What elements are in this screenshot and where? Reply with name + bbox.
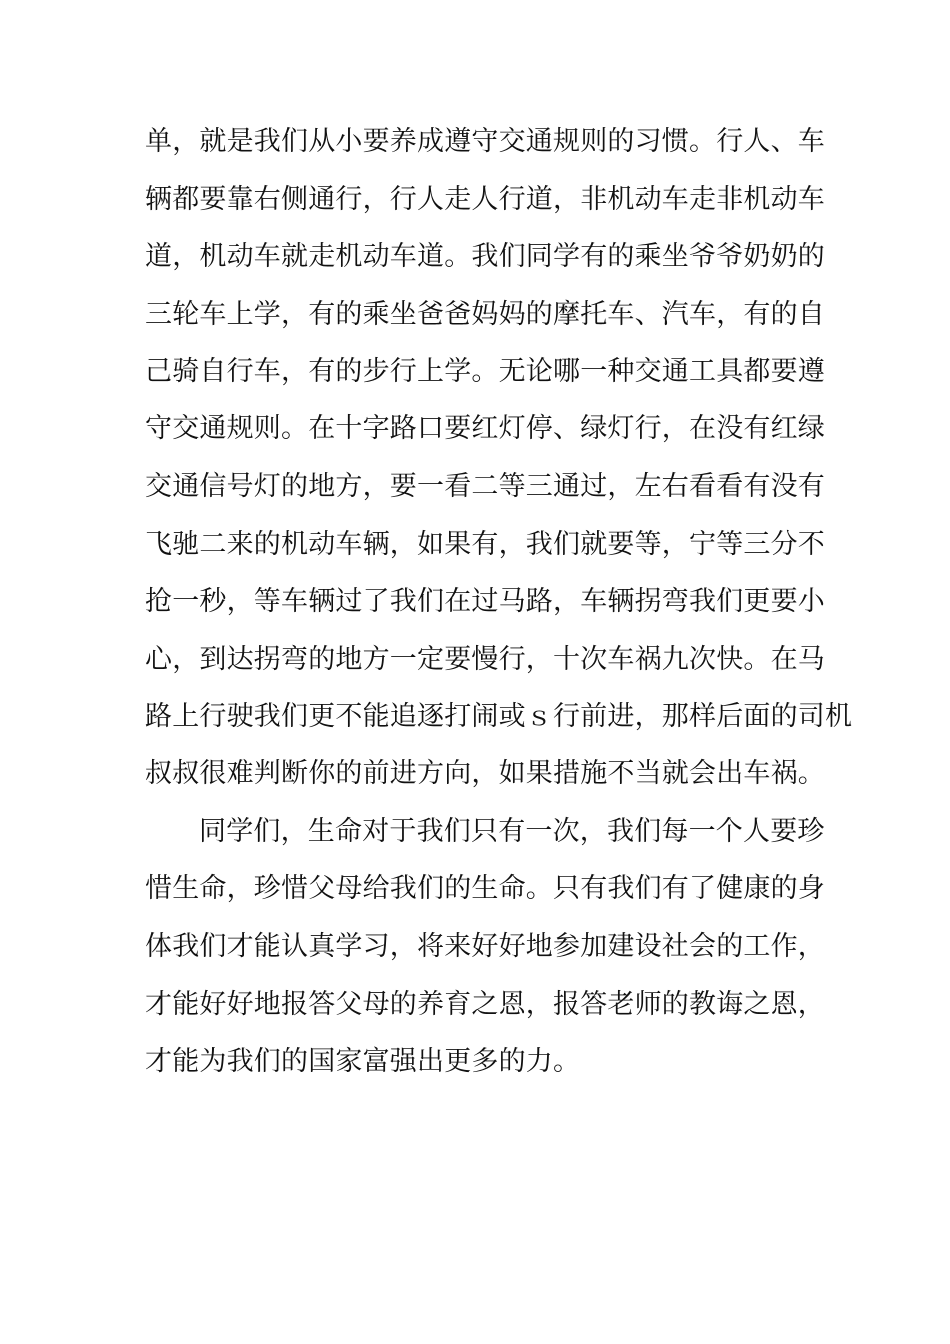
text-line: 飞驰二来的机动车辆，如果有，我们就要等，宁等三分不 (145, 529, 825, 560)
text-line: 同学们，生命对于我们只有一次，我们每一个人要珍 (199, 816, 825, 847)
text-line: 惜生命，珍惜父母给我们的生命。只有我们有了健康的身 (145, 873, 825, 904)
text-line: 辆都要靠右侧通行，行人走人行道，非机动车走非机动车 (145, 184, 825, 215)
text-line: 路上行驶我们更不能追逐打闹或ｓ行前进，那样后面的司机 (145, 701, 853, 732)
text-line: 三轮车上学，有的乘坐爸爸妈妈的摩托车、汽车，有的自 (145, 299, 825, 330)
text-line: 叔叔很难判断你的前进方向，如果措施不当就会出车祸。 (145, 758, 825, 789)
text-line: 道，机动车就走机动车道。我们同学有的乘坐爷爷奶奶的 (145, 241, 825, 272)
text-line: 交通信号灯的地方，要一看二等三通过，左右看看有没有 (145, 471, 825, 502)
text-line: 心，到达拐弯的地方一定要慢行，十次车祸九次快。在马 (145, 644, 825, 675)
text-line: 己骑自行车，有的步行上学。无论哪一种交通工具都要遵 (145, 356, 825, 387)
text-line: 才能好好地报答父母的养育之恩，报答老师的教诲之恩， (145, 989, 825, 1020)
text-line: 单，就是我们从小要养成遵守交通规则的习惯。行人、车 (145, 126, 825, 157)
text-line: 才能为我们的国家富强出更多的力。 (145, 1046, 581, 1077)
text-line: 体我们才能认真学习，将来好好地参加建设社会的工作， (145, 931, 825, 962)
text-line: 抢一秒，等车辆过了我们在过马路，车辆拐弯我们更要小 (145, 586, 825, 617)
text-line: 守交通规则。在十字路口要红灯停、绿灯行，在没有红绿 (145, 413, 825, 444)
